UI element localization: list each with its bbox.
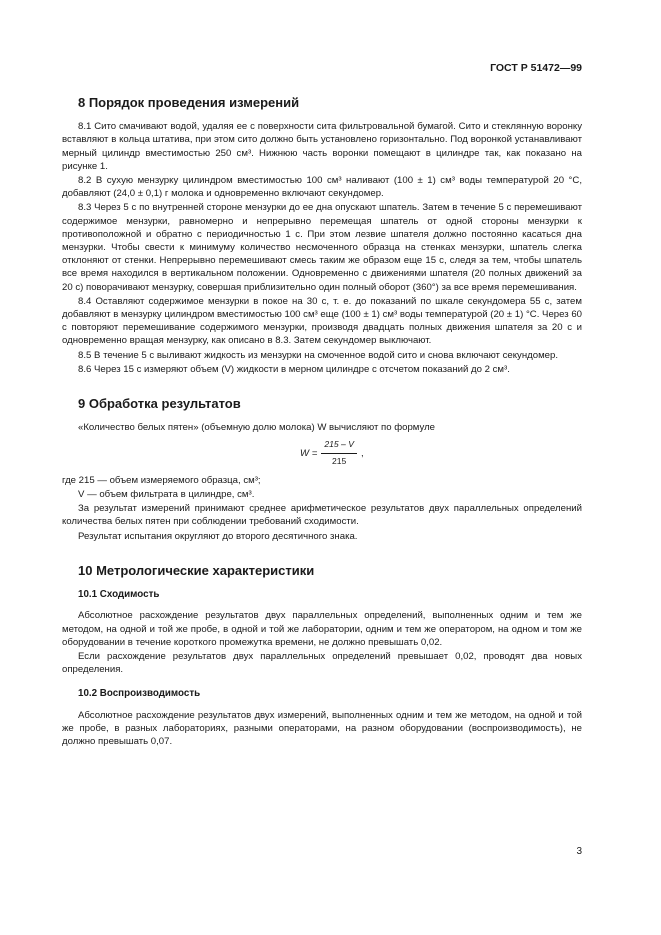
formula-lhs: W = bbox=[300, 447, 318, 459]
paragraph-8-6: 8.6 Через 15 с измеряют объем (V) жидкости в мерном цилиндре с отсчетом показаний до 2 см³. bbox=[78, 363, 510, 375]
paragraph-8-1: 8.1 Сито смачивают водой, удаляя ее с поверхности сита фильтровальной бумагой. Сито и стеклянную воронку вставляют в кольца штатива, при этом сито должно быть установлено горизонтально. Под воронкой устанавливают мерный цилиндр вместимостью 250 см³. Нижнюю часть воронки помещают в цилиндре так, как показано на рисунке 1. bbox=[62, 121, 582, 172]
paragraph-10-1-1: Абсолютное расхождение результатов двух параллельных определений, выполненных одним и тем же методом, на одной и той же пробе, в одной и той же лаборатории, одним и тем же оператором, на одном и том же оборудовании в течение короткого промежутка времени, не должно превышать 0,02. bbox=[62, 610, 582, 648]
formula-tail: , bbox=[360, 447, 364, 459]
paragraph-8-4: 8.4 Оставляют содержимое мензурки в покое на 30 с, т. е. до показаний по шкале секундомера 55 с, затем добавляют в мензурку цилиндром вместимостью 100 см³ еще (100 ± 1) см³ воды температурой (20 ± 1) °С. Через 60 с повторяют перемешивание содержимого мензурки, производя двадцать полных движения шпателя за 20 с и одновременно вращая мензурку, как описано в 8.3. Затем секундомер выключают. bbox=[62, 295, 582, 347]
page-content bbox=[62, 90, 582, 749]
formula-where-2: V — объем фильтрата в цилиндре, см³. bbox=[78, 489, 255, 501]
section-9-title: 9 Обработка результатов bbox=[78, 396, 241, 412]
formula-where-1: где 215 — объем измеряемого образца, см³; bbox=[62, 474, 261, 486]
paragraph-10-1-2: Если расхождение результатов двух параллельных определений превышает 0,02, проводят два новых определения. bbox=[62, 650, 582, 676]
paragraph-8-2: 8.2 В сухую мензурку цилиндром вместимостью 100 см³ наливают (100 ± 1) см³ воды температурой 20 °С, добавляют (24,0 ± 0,1) г молока и одновременно включают секундомер. bbox=[62, 175, 582, 200]
section-8-title: 8 Порядок проведения измерений bbox=[78, 95, 300, 110]
section-10-title: 10 Метрологические характеристики bbox=[78, 562, 315, 578]
page-number: 3 bbox=[576, 846, 582, 857]
formula bbox=[300, 438, 582, 467]
paragraph-9-1: За результат измерений принимают среднее арифметическое результатов двух параллельных определений количества белых пятен при соблюдении требований сходимости. bbox=[62, 503, 582, 528]
formula-fraction bbox=[321, 438, 357, 467]
formula-intro: «Количество белых пятен» (объемную долю молока) W вычисляют по формуле bbox=[78, 422, 436, 434]
subsection-10-2-title: 10.2 Воспроизводимость bbox=[78, 688, 201, 700]
formula-denominator: 215 bbox=[331, 455, 347, 466]
paragraph-10-2-1: Абсолютное расхождение результатов двух измерений, выполненных одним и тем же методом, на одной и той же пробе, в разных лабораториях, разными операторами, на разном оборудовании (воспроизводимость), не должно превышать 0,07. bbox=[62, 709, 582, 747]
formula-numerator: 215 – V bbox=[321, 438, 357, 453]
document-header: ГОСТ Р 51472—99 bbox=[490, 62, 582, 74]
subsection-10-1-title: 10.1 Сходимость bbox=[78, 589, 160, 601]
paragraph-9-2: Результат испытания округляют до второго десятичного знака. bbox=[78, 530, 358, 542]
paragraph-8-5: 8.5 В течение 5 с выливают жидкость из мензурки на смоченное водой сито и снова включают секундомер. bbox=[78, 349, 559, 361]
paragraph-8-3: 8.3 Через 5 с по внутренней стороне мензурки до ее дна опускают шпатель. Затем в течение 5 с перемешивают содержимое мензурки, равномерно и непрерывно перемещая шпатель от одной стороны мензурки к противоположной и обратно с периодичностью 1 с. При этом лезвие шпателя должно постоянно касаться дна мензурки. Чтобы свести к минимуму количество несмоченного образца на стенках мензурки, шпатель слегка отклоняют от стенки. Непрерывно перемешивают смесь таким же образом еще 15 с, следя за тем, чтобы шпатель все время находился в вертикальном положении. Одновременно с движениями шпателя (20 полных движений за 20 с) поворачивают мензурку, совершая приблизительно один полный оборот (360°) за все время перемешивания. bbox=[62, 202, 582, 293]
